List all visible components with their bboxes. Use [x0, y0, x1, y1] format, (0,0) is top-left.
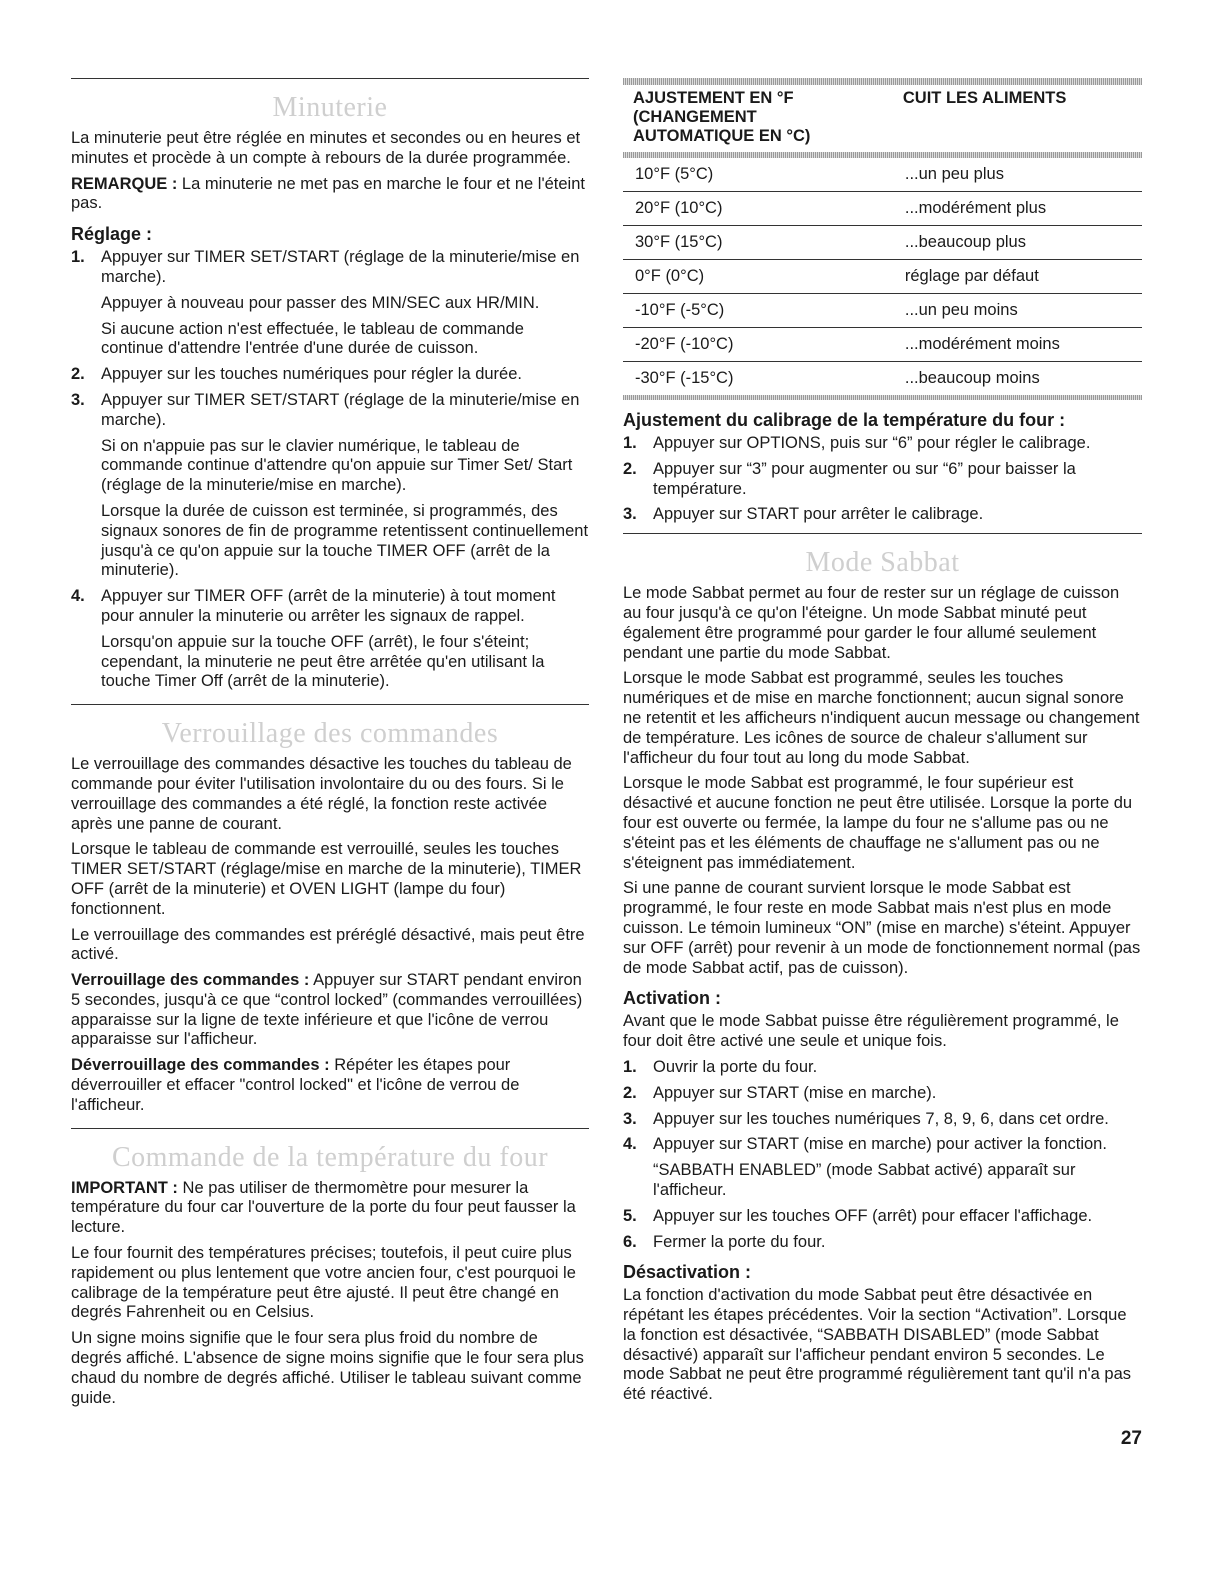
calibration-table-body: [623, 158, 1142, 395]
table-row: [623, 192, 1142, 226]
step-text: Appuyer sur OPTIONS, puis sur “6” pour régler le calibrage.: [653, 434, 1091, 452]
note-text: La minuterie ne met pas en marche le four et ne l'éteint pas.: [71, 174, 585, 213]
step-text: Lorsqu'on appuie sur la touche OFF (arrêt), le four s'éteint; cependant, la minuterie ne peut être arrêtée qu'en utilisant la touche Timer Off (arrêt de la minuterie).: [101, 632, 545, 691]
step-text: Appuyer sur TIMER OFF (arrêt de la minuterie) à tout moment pour annuler la minuterie ou arrêter les signaux de rappel.: [101, 587, 556, 625]
step-number: 2.: [623, 459, 637, 478]
table-row: [623, 328, 1142, 362]
list-item: [623, 1135, 1142, 1200]
minuterie-section: [71, 78, 589, 692]
desactivation-heading: Désactivation :: [623, 1262, 752, 1283]
step-text: Appuyer sur START (mise en marche) pour activer la fonction.: [653, 1135, 1107, 1154]
unlock-instruction: [71, 1056, 589, 1115]
important-note: [71, 1179, 589, 1238]
sabbat-paragraph: Si une panne de courant survient lorsque le mode Sabbat est programmé, le four reste en mode Sabbat mais n'est plus en mode cuisson. Le témoin lumineux “ON” (mise en marche) s'éteint. Appuyer sur OFF (arrêt) pour revenir à un mode de fonctionnement normal (pas de mode Sabbat actif, pas de cuisson).: [623, 879, 1141, 977]
verrouillage-title: Verrouillage des commandes: [161, 718, 499, 750]
left-column: [71, 78, 589, 1414]
list-item: [623, 460, 1142, 500]
table-cell-effect: ...beaucoup plus: [893, 226, 1142, 260]
header-line: AJUSTEMENT EN °F: [633, 89, 794, 107]
calibration-table-section: [623, 78, 1142, 400]
header-line: AUTOMATIQUE EN °C): [633, 127, 811, 145]
table-header-row: [623, 85, 1142, 152]
list-item: [623, 1233, 1142, 1253]
right-column: [623, 78, 1142, 1411]
table-cell-effect: ...un peu moins: [893, 294, 1142, 328]
step-number: 3.: [623, 505, 637, 524]
calibrage-section: [623, 410, 1142, 525]
commande-temp-paragraph: Un signe moins signifie que le four sera plus froid du nombre de degrés affiché. L'absence de signe moins signifie que le four sera plus chaud du nombre de degrés affiché. Utiliser le tableau suivant comme guide.: [71, 1329, 584, 1407]
table-cell-effect: ...modérément plus: [893, 192, 1142, 226]
list-item: [623, 1207, 1142, 1227]
table-row: [623, 362, 1142, 396]
note-label: REMARQUE :: [71, 174, 178, 193]
table-cell-effect: ...un peu plus: [893, 158, 1142, 192]
table-cell-adjustment: 10°F (5°C): [623, 158, 893, 192]
list-item: [623, 1058, 1142, 1078]
table-row: [623, 226, 1142, 260]
list-item: [623, 1110, 1142, 1130]
table-cell-adjustment: -30°F (-15°C): [635, 369, 734, 387]
list-item: [71, 587, 589, 692]
minuterie-intro: La minuterie peut être réglée en minutes et secondes ou en heures et minutes et procède à un compte à rebours de la durée programmée.: [71, 129, 581, 167]
table-row: [623, 294, 1142, 328]
step-text: Appuyer sur les touches numériques pour régler la durée.: [101, 365, 522, 384]
commande-temp-title: Commande de la température du four: [111, 1141, 549, 1173]
calibrage-heading: Ajustement du calibrage de la température du four :: [623, 410, 1066, 430]
verrouillage-section: [71, 704, 589, 1116]
step-number: 5.: [623, 1206, 637, 1225]
step-text: Appuyer sur les touches OFF (arrêt) pour effacer l'affichage.: [653, 1206, 1093, 1225]
step-number: 2.: [71, 365, 85, 384]
table-cell-effect: ...modérément moins: [893, 328, 1142, 362]
step-text: Appuyer à nouveau pour passer des MIN/SEC aux HR/MIN.: [101, 293, 540, 312]
step-number: 4.: [71, 587, 85, 606]
table-cell-adjustment: 0°F (0°C): [623, 260, 893, 294]
list-item: [71, 365, 589, 385]
commande-temp-section: [71, 1128, 589, 1409]
activation-intro: Avant que le mode Sabbat puisse être régulièrement programmé, le four doit être activé une seule et unique fois.: [623, 1012, 1119, 1051]
section-divider: [623, 533, 1142, 534]
step-text: Fermer la porte du four.: [653, 1232, 826, 1251]
step-text: Appuyer sur TIMER SET/START (réglage de la minuterie/mise en marche).: [101, 390, 580, 429]
step-number: 1.: [71, 248, 85, 267]
page-number: 27: [1120, 1428, 1142, 1449]
section-divider: [71, 78, 589, 79]
activation-heading: Activation :: [623, 988, 722, 1009]
list-item: [623, 1084, 1142, 1104]
step-text: Appuyer sur TIMER SET/START (réglage de la minuterie/mise en marche).: [101, 248, 580, 286]
table-cell-adjustment: -20°F (-10°C): [623, 328, 893, 362]
step-text: Appuyer sur “3” pour augmenter ou sur “6” pour baisser la température.: [653, 459, 1076, 498]
step-number: 1.: [623, 434, 637, 452]
sabbat-paragraph: Lorsque le mode Sabbat est programmé, seules les touches numériques et de mise en marche fonctionnent; aucun signal sonore ne retentit et les afficheurs n'indiquent aucun message ou changement de température. Les icônes de source de chaleur s'allument sur l'afficheur du four tout au long du mode Sabbat.: [623, 669, 1140, 767]
step-text: Ouvrir la porte du four.: [653, 1057, 818, 1076]
minuterie-steps: [71, 248, 589, 692]
unlock-label: Déverrouillage des commandes :: [71, 1056, 330, 1075]
minuterie-title: Minuterie: [272, 92, 388, 123]
sabbat-paragraph: Le mode Sabbat permet au four de rester sur un réglage de cuisson au four jusqu'à ce qu'on l'éteigne. Un mode Sabbat minuté peut également être programmé pour garder le four allumé seulement pendant une partie du mode Sabbat.: [623, 584, 1120, 662]
sabbat-title: Mode Sabbat: [805, 547, 960, 579]
lock-label: Verrouillage des commandes :: [71, 971, 310, 990]
step-text: “SABBATH ENABLED” (mode Sabbat activé) apparaît sur l'afficheur.: [653, 1161, 1076, 1199]
header-line: (CHANGEMENT: [633, 108, 757, 126]
step-number: 3.: [71, 390, 85, 409]
table-cell-effect: ...beaucoup moins: [904, 369, 1040, 387]
table-cell-adjustment: -10°F (-5°C): [623, 294, 893, 328]
section-divider: [71, 1128, 589, 1129]
step-number: 2.: [623, 1083, 637, 1102]
step-text: Si on n'appuie pas sur le clavier numérique, le tableau de commande continue d'attendre qu'on appuie sur Timer Set/ Start (réglage de la minuterie/mise en marche).: [101, 436, 573, 495]
step-number: 3.: [623, 1109, 637, 1128]
calibrage-steps: [623, 434, 1142, 525]
table-cell-effect: réglage par défaut: [893, 260, 1142, 294]
sabbat-section: [623, 533, 1142, 1405]
table-header-effect: CUIT LES ALIMENTS: [902, 89, 1067, 107]
table-row: [623, 158, 1142, 192]
activation-steps: [623, 1058, 1142, 1252]
list-item: [71, 248, 589, 359]
important-label: IMPORTANT :: [71, 1178, 178, 1197]
table-row: [623, 260, 1142, 294]
desactivation-text: La fonction d'activation du mode Sabbat peut être désactivée en répétant les étapes précédentes. Voir la section “Activation”. Lorsque la fonction est désactivée, “SABBATH DISABLED” (mode Sabbat désactivé) apparaît sur l'afficheur pendant environ 5 secondes. Le mode Sabbat ne peut être programmé régulièrement tant qu'il n'a pas été réactivé.: [623, 1286, 1132, 1404]
step-number: 1.: [623, 1057, 637, 1076]
step-text: Appuyer sur START (mise en marche).: [653, 1083, 937, 1102]
minuterie-note: [71, 175, 589, 215]
list-item: [623, 434, 1142, 454]
reglage-heading: Réglage :: [71, 224, 153, 245]
list-item: [71, 391, 589, 581]
step-number: 6.: [623, 1232, 637, 1251]
important-text: Ne pas utiliser de thermomètre pour mesurer la température du four car l'ouverture de la porte du four peut fausser la lecture.: [71, 1178, 576, 1237]
table-header-adjustment: [623, 85, 893, 152]
step-text: Si aucune action n'est effectuée, le tableau de commande continue d'attendre l'entrée d'une durée de cuisson.: [101, 319, 524, 358]
sabbat-paragraph: Lorsque le mode Sabbat est programmé, le four supérieur est désactivé et aucune fonction ne peut être utilisée. Lorsque la porte du four est ouverte ou fermée, la lampe du four ne s'allume pas ou ne s'éteint pas et les éléments de chauffage ne s'allument pas ou ne s'éteignent pas immédiatement.: [623, 774, 1133, 872]
verrouillage-paragraph: Lorsque le tableau de commande est verrouillé, seules les touches TIMER SET/START (réglage/mise en marche de la minuterie), TIMER OFF (arrêt de la minuterie) et OVEN LIGHT (lampe du four) fonctionnent.: [71, 840, 582, 918]
list-item: [623, 505, 1142, 525]
lock-text: Appuyer sur START pendant environ 5 secondes, jusqu'à ce que “control locked” (commandes verrouillées) apparaisse sur la ligne de texte inférieure et que l'icône de verrou apparaisse sur l'afficheur.: [71, 971, 583, 1049]
verrouillage-paragraph: Le verrouillage des commandes désactive les touches du tableau de commande pour éviter l'utilisation involontaire du ou des fours. Si le verrouillage des commandes a été réglé, la fonction reste activée après une panne de courant.: [71, 755, 572, 833]
calibration-table: [623, 85, 1142, 152]
commande-temp-paragraph: Le four fournit des températures précises; toutefois, il peut cuire plus rapidement ou plus lentement que votre ancien four, c'est pourquoi le calibrage de la température peut être ajusté. Il peut être changé en degrés Fahrenheit ou en Celsius.: [71, 1244, 576, 1322]
table-bottom-rule: [623, 395, 1142, 400]
step-text: Lorsque la durée de cuisson est terminée, si programmés, des signaux sonores de fin de programme retentissent continuellement jusqu'à ce qu'on appuie sur la touche TIMER OFF (arrêt de la minuterie).: [101, 501, 589, 580]
lock-instruction: [71, 971, 589, 1050]
step-number: 4.: [623, 1135, 637, 1154]
table-top-rule: [623, 78, 1142, 85]
unlock-text: Répéter les étapes pour déverrouiller et effacer "control locked" et l'icône de verrou de l'afficheur.: [71, 1056, 520, 1114]
section-divider: [71, 704, 589, 705]
table-cell-adjustment: 30°F (15°C): [623, 226, 893, 260]
step-text: Appuyer sur les touches numériques 7, 8, 9, 6, dans cet ordre.: [653, 1109, 1109, 1128]
table-cell-adjustment: 20°F (10°C): [623, 192, 893, 226]
step-text: Appuyer sur START pour arrêter le calibrage.: [653, 505, 984, 524]
verrouillage-paragraph: Le verrouillage des commandes est préréglé désactivé, mais peut être activé.: [71, 925, 585, 964]
